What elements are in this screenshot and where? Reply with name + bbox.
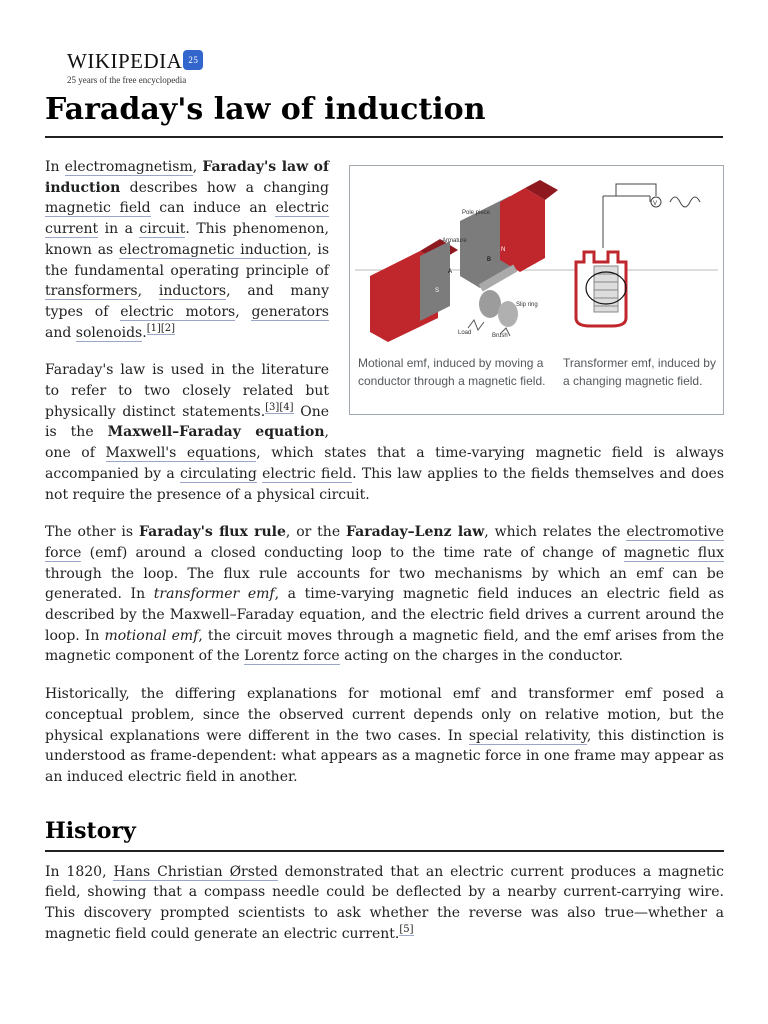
slip-ring-label: Slip ring [516, 302, 538, 308]
link-generators[interactable]: generators [251, 303, 329, 320]
article-body [45, 157, 724, 962]
citation-3[interactable]: [3] [265, 402, 280, 414]
section-heading-history: History [45, 816, 724, 852]
intro-paragraph-4: Historically, the differing explanations for motional emf and transformer emf posed a conceptual problem, since the observed current depends only on relative motion, but the physical explanations were different in the two cases. In special relativity, this distinction is understood as frame-dependent: what appears as a magnetic force in one frame may appear as an induced electric field in another. [45, 686, 725, 785]
link-maxwells-equations[interactable]: Maxwell's equations [105, 445, 257, 462]
magnet-north-red [500, 188, 545, 272]
voltmeter-label: V [653, 201, 658, 207]
link-circuit[interactable]: circuit [139, 221, 186, 238]
link-electromotive-force[interactable]: electromotive force [45, 524, 724, 561]
citation-1[interactable]: [1] [146, 322, 161, 334]
citation-5[interactable]: [5] [399, 924, 414, 936]
intro-paragraph-2: Faraday's law is used in the literature to refer to two closely related but physically distinct statements.[3][4] One is the Maxwell–Faraday equation, one of Maxwell's equations, which states that a time-varying magnetic field is always accompanied by a circulating electric field. This law applies to the fields themselves and does not require the presence of a physical circuit. [45, 362, 725, 503]
pole-piece-label: Pole piece [462, 210, 491, 216]
link-electric-current[interactable]: electric current [45, 200, 330, 238]
link-electromagnetic-induction[interactable]: electromagnetic induction [119, 241, 308, 258]
n-pole-label: N [501, 247, 506, 253]
link-electric-field[interactable]: electric field [262, 465, 353, 482]
page-title: Faraday's law of induction [45, 90, 723, 138]
puzzle-globe-icon: 25 [183, 50, 203, 70]
citation-4[interactable]: [4] [279, 402, 294, 414]
citation-2[interactable]: [2] [160, 322, 176, 334]
link-hans-christian-orsted[interactable]: Hans Christian Ørsted [113, 863, 278, 880]
point-b-label: B [487, 257, 492, 263]
link-circulating[interactable]: circulating [180, 465, 257, 482]
link-electromagnetism[interactable]: electromagnetism [64, 159, 193, 175]
link-inductors[interactable]: inductors [158, 283, 227, 300]
link-transformers[interactable]: transformers [45, 283, 138, 300]
s-pole-label: S [435, 288, 440, 294]
sine-wave-icon [670, 197, 700, 207]
intro-paragraph-3: The other is Faraday's flux rule, or the Faraday–Lenz law, which relates the electromotive force (emf) around a closed conducting loop to the time rate of change of magnetic flux through the loop. The flux rule accounts for two mechanisms by which an emf can be generated. In transformer emf, a time-varying magnetic field induces an electric field as described by the Maxwell–Faraday equation, and the electric field drives a current around the loop. In motional emf, the circuit moves through a magnetic field, and the emf arises from the magnetic component of the Lorentz force acting on the charges in the conductor. [45, 524, 725, 665]
caption-transformer-emf: Transformer emf, induced by a changing magnetic field. [563, 356, 716, 388]
brush-label: Brush [492, 333, 508, 339]
link-special-relativity[interactable]: special relativity [468, 727, 587, 744]
armature-label: Armature [442, 238, 467, 244]
link-lorentz-force[interactable]: Lorentz force [244, 648, 340, 665]
link-magnetic-field[interactable]: magnetic field [45, 200, 151, 217]
logo-tagline: 25 years of the free encyclopedia [67, 75, 187, 85]
intro-paragraph-1: In electromagnetism, Faraday's law of induction describes how a changing magnetic field can induce an electric current in a circuit. This phenomenon, known as electromagnetic induction, is the fundamental operating principle of transformers, inductors, and many types of electric motors, generators and solenoids.[1][2] [45, 159, 330, 341]
wikipedia-logo[interactable] [67, 50, 203, 85]
point-a-label: A [448, 269, 453, 275]
logo-wordmark: WIKIPEDIA 25 [67, 50, 203, 72]
infobox-figure[interactable] [349, 165, 724, 415]
link-solenoids[interactable]: solenoids [75, 324, 143, 341]
link-electric-motors[interactable]: electric motors [120, 303, 236, 320]
caption-motional-emf: Motional emf, induced by moving a conductor through a magnetic field. [358, 356, 546, 388]
load-label: Load [458, 330, 472, 336]
link-magnetic-flux[interactable]: magnetic flux [623, 544, 725, 561]
history-paragraph-1: In 1820, Hans Christian Ørsted demonstrated that an electric current produces a magnetic field, showing that a compass needle could be deflected by a nearby current-carrying wire. This discovery prompted scientists to ask whether the reverse was also true—whether a magnetic field could generate an electric current.[5] [45, 863, 725, 942]
